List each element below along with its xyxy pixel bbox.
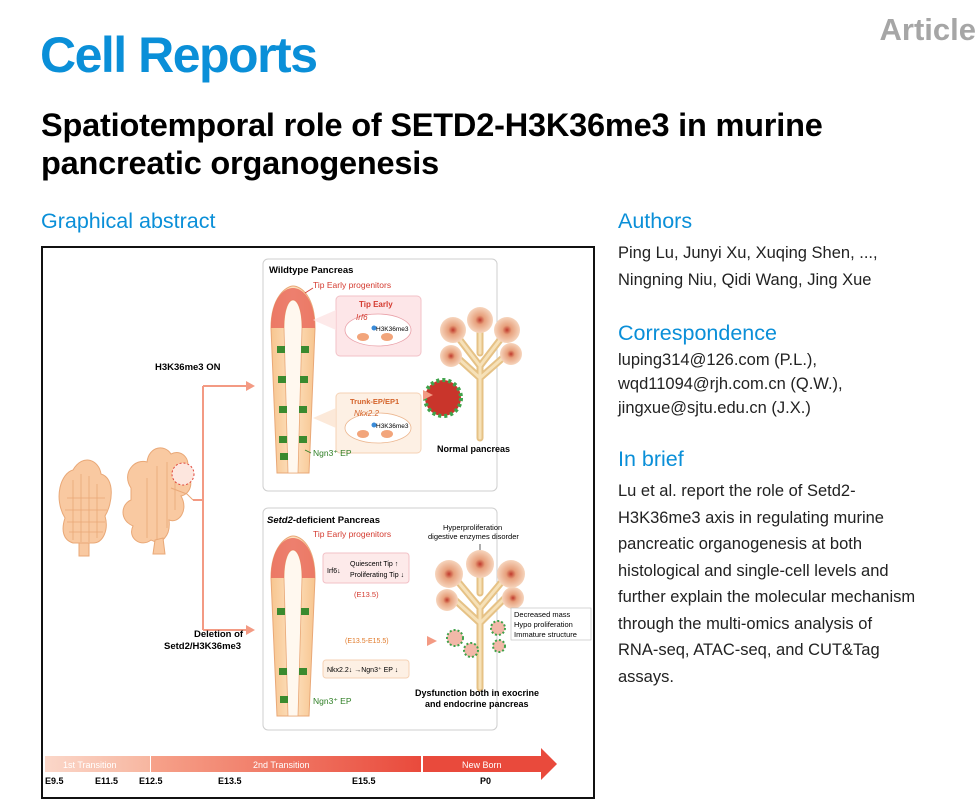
graphical-abstract-svg [43, 248, 593, 797]
tick-e115: E11.5 [95, 776, 119, 786]
ngn3-ep-wt-label: Ngn3⁺ EP [313, 448, 352, 458]
correspondence-list [618, 348, 843, 420]
title-line-1: Spatiotemporal role of SETD2-H3K36me3 in murine [41, 107, 823, 143]
authors-line-2: Ningning Niu, Qidi Wang, Jing Xue [618, 271, 872, 289]
authors-heading: Authors [618, 209, 693, 233]
article-type: Article [879, 12, 976, 47]
authors-list [618, 240, 878, 294]
immature-structure-label: Immature structure [514, 630, 577, 639]
wildtype-title: Wildtype Pancreas [269, 265, 354, 276]
in-brief-line: through the multi-omics analysis of [618, 614, 873, 633]
branch-arrows [193, 381, 255, 635]
graphical-abstract-figure [41, 246, 595, 799]
second-transition-label: 2nd Transition [253, 760, 310, 770]
nkx-ngn3-label: Nkx2.2↓ →Ngn3⁺ EP ↓ [327, 667, 399, 674]
e135-e155-label: (E13.5-E15.5) [345, 638, 389, 645]
early-bud-e115 [123, 448, 194, 554]
proliferating-tip-label: Proliferating Tip ↓ [350, 572, 405, 579]
in-brief-text [618, 478, 915, 690]
in-brief-line: further explain the molecular mechanism [618, 588, 916, 606]
hyperproliferation-label: Hyperproliferation [443, 523, 503, 532]
hypo-proliferation-label: Hypo proliferation [514, 620, 573, 629]
irf6-label: Irf6 [356, 313, 368, 322]
tick-e135: E13.5 [218, 776, 242, 786]
h3k36me3-wt-trunk: H3K36me3 [376, 423, 409, 430]
in-brief-line: Lu et al. report the role of Setd2- [618, 482, 856, 500]
correspondence-heading: Correspondence [618, 321, 777, 345]
in-brief-line: RNA-seq, ATAC-seq, and CUT&Tag [618, 641, 880, 659]
deletion-label-2: Setd2/H3K36me3 [164, 641, 242, 652]
in-brief-heading: In brief [618, 447, 684, 471]
email-jx[interactable]: jingxue@sjtu.edu.cn (J.X.) [618, 399, 811, 417]
early-bud-e95 [59, 460, 111, 556]
deletion-label-1: Deletion of [194, 629, 244, 640]
digestive-disorder-label: digestive enzymes disorder [428, 532, 519, 541]
setd2-title: Setd2-deficient Pancreas [267, 515, 380, 526]
title-line-2: pancreatic organogenesis [41, 145, 439, 181]
e135-label: (E13.5) [354, 590, 379, 599]
tick-e155: E15.5 [352, 776, 376, 786]
decreased-mass-label: Decreased mass [514, 610, 571, 619]
article-title [41, 106, 980, 182]
nkx22-label: Nkx2.2 [354, 409, 379, 418]
irf6-down-label: Irf6↓ [327, 568, 341, 575]
h3k36me3-on-label: H3K36me3 ON [155, 362, 221, 373]
dysfunction-label-1: Dysfunction both in exocrine [415, 688, 540, 698]
tick-p0: P0 [480, 776, 492, 786]
journal-logo: Cell Reports [40, 27, 317, 83]
email-pl[interactable]: luping314@126.com (P.L.), [618, 351, 817, 369]
ngn3-ep-ko-label: Ngn3⁺ EP [313, 696, 352, 706]
tip-early-label: Tip Early [359, 300, 393, 309]
timeline [45, 748, 557, 786]
dysfunction-label-2: and endocrine pancreas [425, 699, 529, 709]
new-born-label: New Born [462, 760, 502, 770]
graphical-abstract-heading: Graphical abstract [41, 209, 216, 233]
tip-early-progenitors-label: Tip Early progenitors [313, 280, 392, 290]
email-qw[interactable]: wqd11094@rjh.com.cn (Q.W.), [618, 375, 843, 393]
tip-early-progenitors-ko-label: Tip Early progenitors [313, 529, 392, 539]
normal-pancreas-label: Normal pancreas [437, 444, 511, 454]
h3k36me3-wt-tip: H3K36me3 [376, 326, 409, 333]
in-brief-line: H3K36me3 axis in regulating murine [618, 508, 884, 527]
quiescent-tip-label: Quiescent Tip ↑ [350, 561, 399, 568]
in-brief-line: assays. [618, 667, 674, 686]
trunk-ep-label: Trunk-EP/EP1 [350, 397, 400, 406]
authors-line-1: Ping Lu, Junyi Xu, Xuqing Shen, ..., [618, 244, 878, 262]
tick-e125: E12.5 [139, 776, 163, 786]
wildtype-panel [263, 259, 497, 491]
in-brief-line: pancreatic organogenesis at both [618, 535, 863, 553]
in-brief-line: histological and single-cell levels and [618, 561, 889, 580]
first-transition-label: 1st Transition [63, 760, 117, 770]
tick-e95: E9.5 [45, 776, 64, 786]
